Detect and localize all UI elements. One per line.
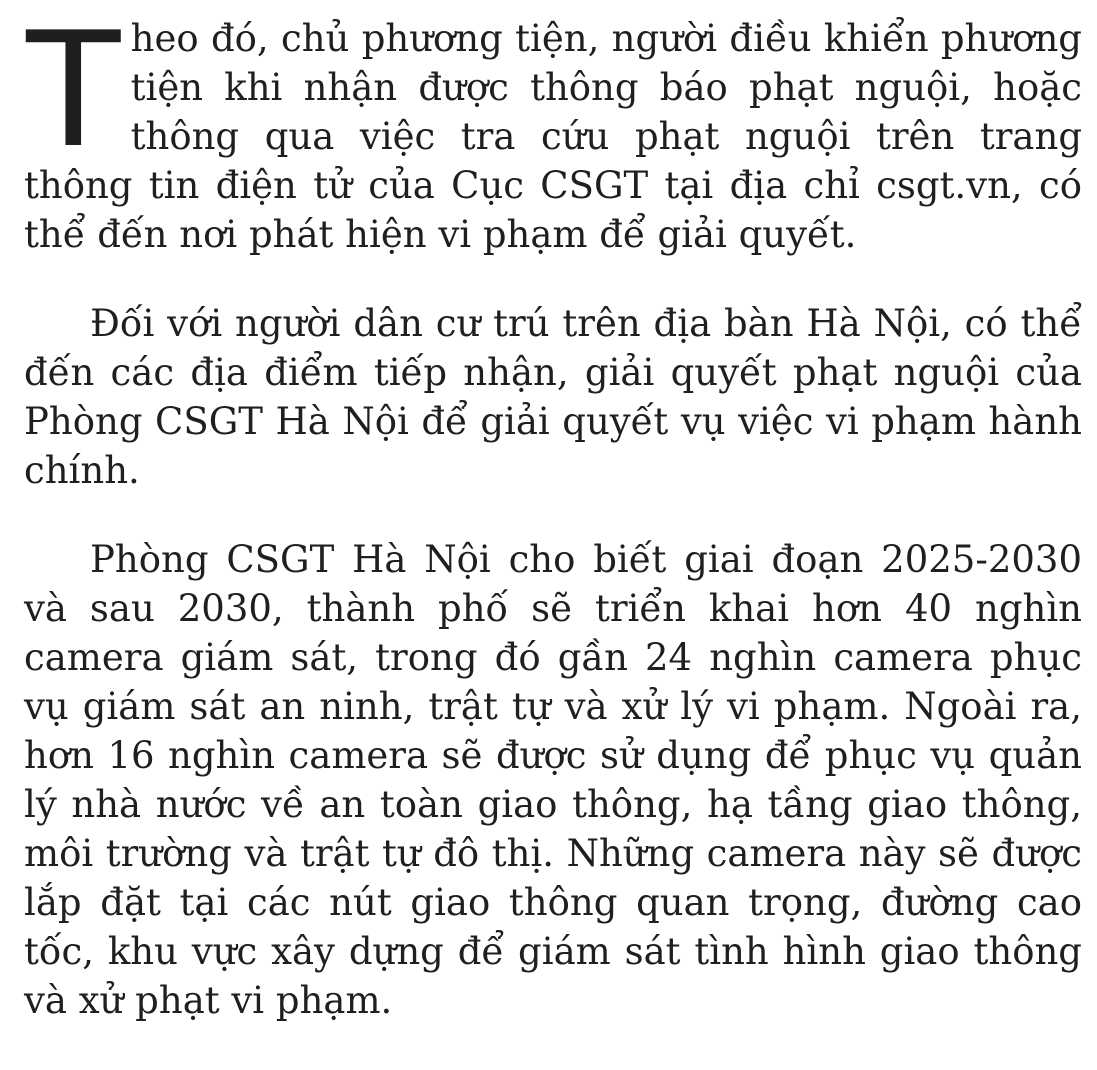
paragraph-2: Đối với người dân cư trú trên địa bàn Hà Nội, có thể đến các địa điểm tiếp nhận, giải quyết phạt nguội của Phòng CSGT Hà Nội để giải quyết vụ việc vi phạm hành chính. xyxy=(24,302,1082,492)
article-body xyxy=(22,0,1082,1025)
paragraph-1-text: heo đó, chủ phương tiện, người điều khiển phương tiện khi nhận được thông báo phạt nguội, hoặc thông qua việc tra cứu phạt nguội trên trang thông tin điện tử của Cục CSGT tại địa chỉ csgt.vn, có thể đến nơi phát hiện vi phạm để giải quyết. xyxy=(24,17,1082,256)
drop-cap: T xyxy=(22,0,125,181)
paragraph-1 xyxy=(22,0,1082,259)
paragraph-3: Phòng CSGT Hà Nội cho biết giai đoạn 2025-2030 và sau 2030, thành phố sẽ triển khai hơn 40 nghìn camera giám sát, trong đó gần 24 nghìn camera phục vụ giám sát an ninh, trật tự và xử lý vi phạm. Ngoài ra, hơn 16 nghìn camera sẽ được sử dụng để phục vụ quản lý nhà nước về an toàn giao thông, hạ tầng giao thông, môi trường và trật tự đô thị. Những camera này sẽ được lắp đặt tại các nút giao thông quan trọng, đường cao tốc, khu vực xây dựng để giám sát tình hình giao thông và xử phạt vi phạm. xyxy=(24,538,1082,1022)
